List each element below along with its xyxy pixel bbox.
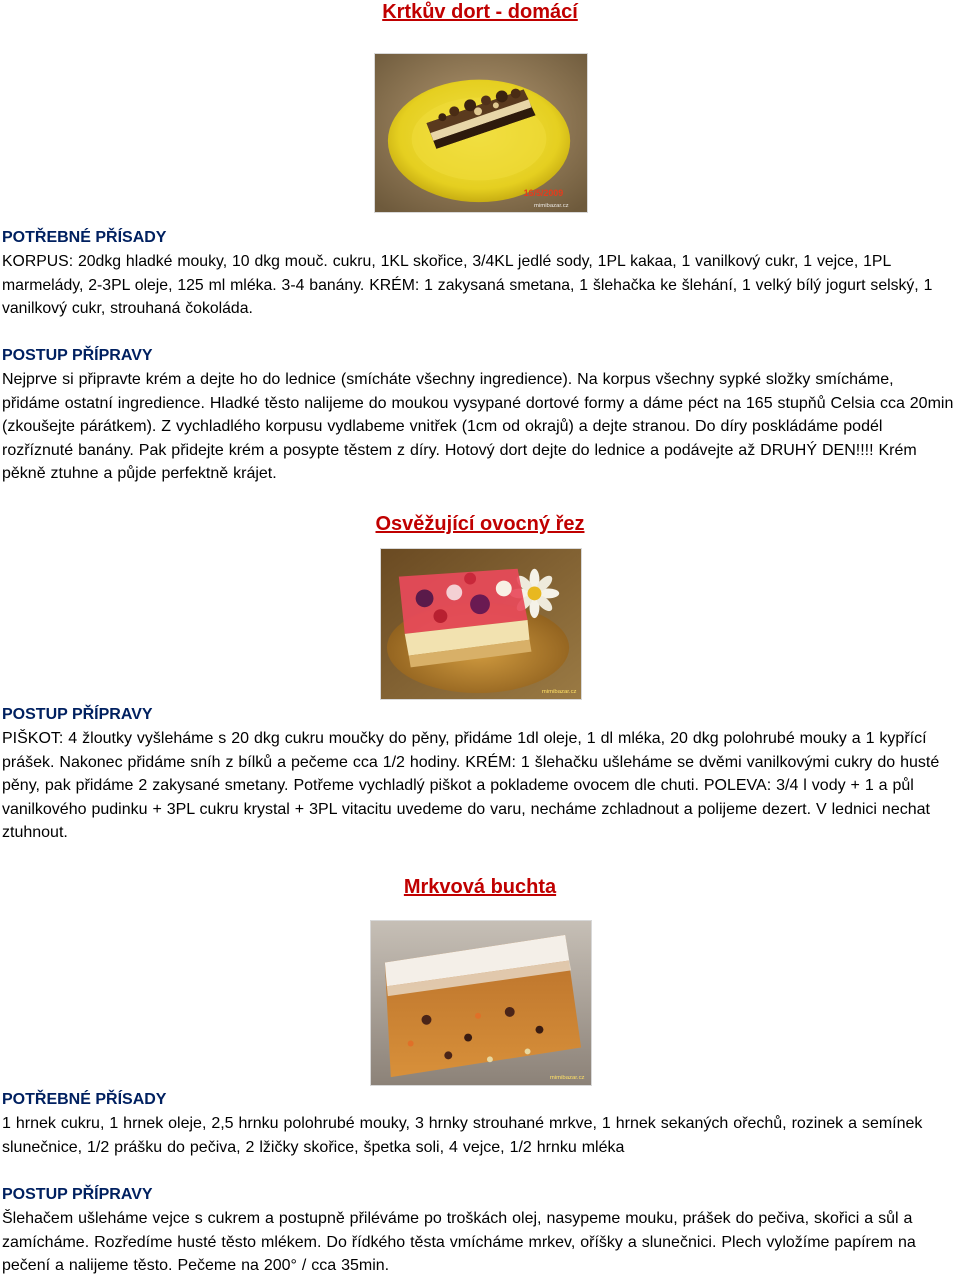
photo-date-stamp: 16/5/2009 [523, 188, 564, 199]
ingredients-heading: POTŘEBNÉ PŘÍSADY [2, 229, 167, 246]
procedure-heading: POSTUP PŘÍPRAVY [2, 347, 153, 364]
procedure-heading: POSTUP PŘÍPRAVY [2, 1186, 153, 1203]
ingredients-text: KORPUS: 20dkg hladké mouky, 10 dkg mouč. cukru, 1KL skořice, 3/4KL jedlé sody, 1PL kakaa, 1 vanilkový cukr, 1 vejce, 1PL marmelády, 2-3PL oleje, 125 ml mléka. 3-4 banány. KRÉM: 1 zakysaná smetana, 1 šlehačka ke šlehání, 1 velký bílý jogurt selský, 1 vanilkový cukr, strouhaná čokoláda. [2, 253, 933, 317]
procedure-text: PIŠKOT: 4 žloutky vyšleháme s 20 dkg cukru moučky do pěny, přidáme 1dl oleje, 1 dl mléka, 20 dkg polohrubé mouky a 1 kypřící prášek. Nakonec přidáme sníh z bílků a pečeme cca 1/2 hodiny. KRÉM: 1 šlehačku ušleháme se dvěmi vanilkovými cukry do husté pěny, pak přidáme 2 zakysané smetany. Potřeme vychladlý piškot a poklademe ovocem dle chuti. POLEVA: 3/4 l vody + 1 a půl vanilkového pudinku + 3PL cukru krystal + 3PL vitacitu uvedeme do varu, necháme zchladnout a polijeme dezert. V lednici nechat ztuhnout. [2, 730, 940, 841]
recipe-title-ovocny-rez: Osvěžující ovocný řez [375, 513, 585, 535]
procedure-heading: POSTUP PŘÍPRAVY [2, 706, 153, 723]
procedure-text: Šlehačem ušleháme vejce s cukrem a postupně přiléváme po troškách olej, nasypeme mouku, prášek do pečiva, skořici a sůl a zamícháme. Rozředíme husté těsto mlékem. Do řídkého těsta vmícháme mrkev, oříšky a slunečnici. Plech vyložíme papírem na pečení a nalijeme těsto. Pečeme na 200° / cca 35min. [2, 1210, 916, 1274]
ingredients-heading: POTŘEBNÉ PŘÍSADY [2, 1091, 167, 1108]
photo-watermark: mimibazar.cz [549, 1075, 585, 1082]
recipe-title-krtkuv-dort: Krtkův dort - domácí [382, 1, 578, 23]
photo-watermark: mimibazar.cz [541, 689, 577, 696]
recipe-title-mrkvova-buchta: Mrkvová buchta [403, 876, 557, 898]
photo-watermark: mimibazar.cz [534, 203, 569, 210]
ingredients-text: 1 hrnek cukru, 1 hrnek oleje, 2,5 hrnku polohrubé mouky, 3 hrnky strouhané mrkve, 1 hrnek sekaných ořechů, rozinek a semínek slunečnice, 1/2 prášku do pečiva, 2 lžičky skořice, špetka soli, 4 vejce, 1/2 hrnku mléka [2, 1115, 923, 1156]
recipe-photo-krtkuv-dort [374, 53, 588, 213]
procedure-text: Nejprve si připravte krém a dejte ho do lednice (smícháte všechny ingredience). Na korpus všechny sypké složky smícháme, přidáme ostatní ingredience. Hladké těsto nalijeme do moukou vysypané dortové formy a dáme péct na 165 stupňů Celsia cca 20min (zkoušejte párátkem). Z vychladlého korpusu vydlabeme vnitřek (1cm od okrajů) a dejte stranou. Do díry poskládáme podél rozříznuté banány. Pak přidejte krém a posypte těstem z díry. Hotový dort dejte do lednice a podávejte až DRUHÝ DEN!!!! Krém pěkně ztuhne a půjde perfektně krájet. [2, 371, 954, 482]
recipe-photo-ovocny-rez [380, 548, 582, 700]
recipe-photo-mrkvova-buchta [370, 920, 592, 1086]
